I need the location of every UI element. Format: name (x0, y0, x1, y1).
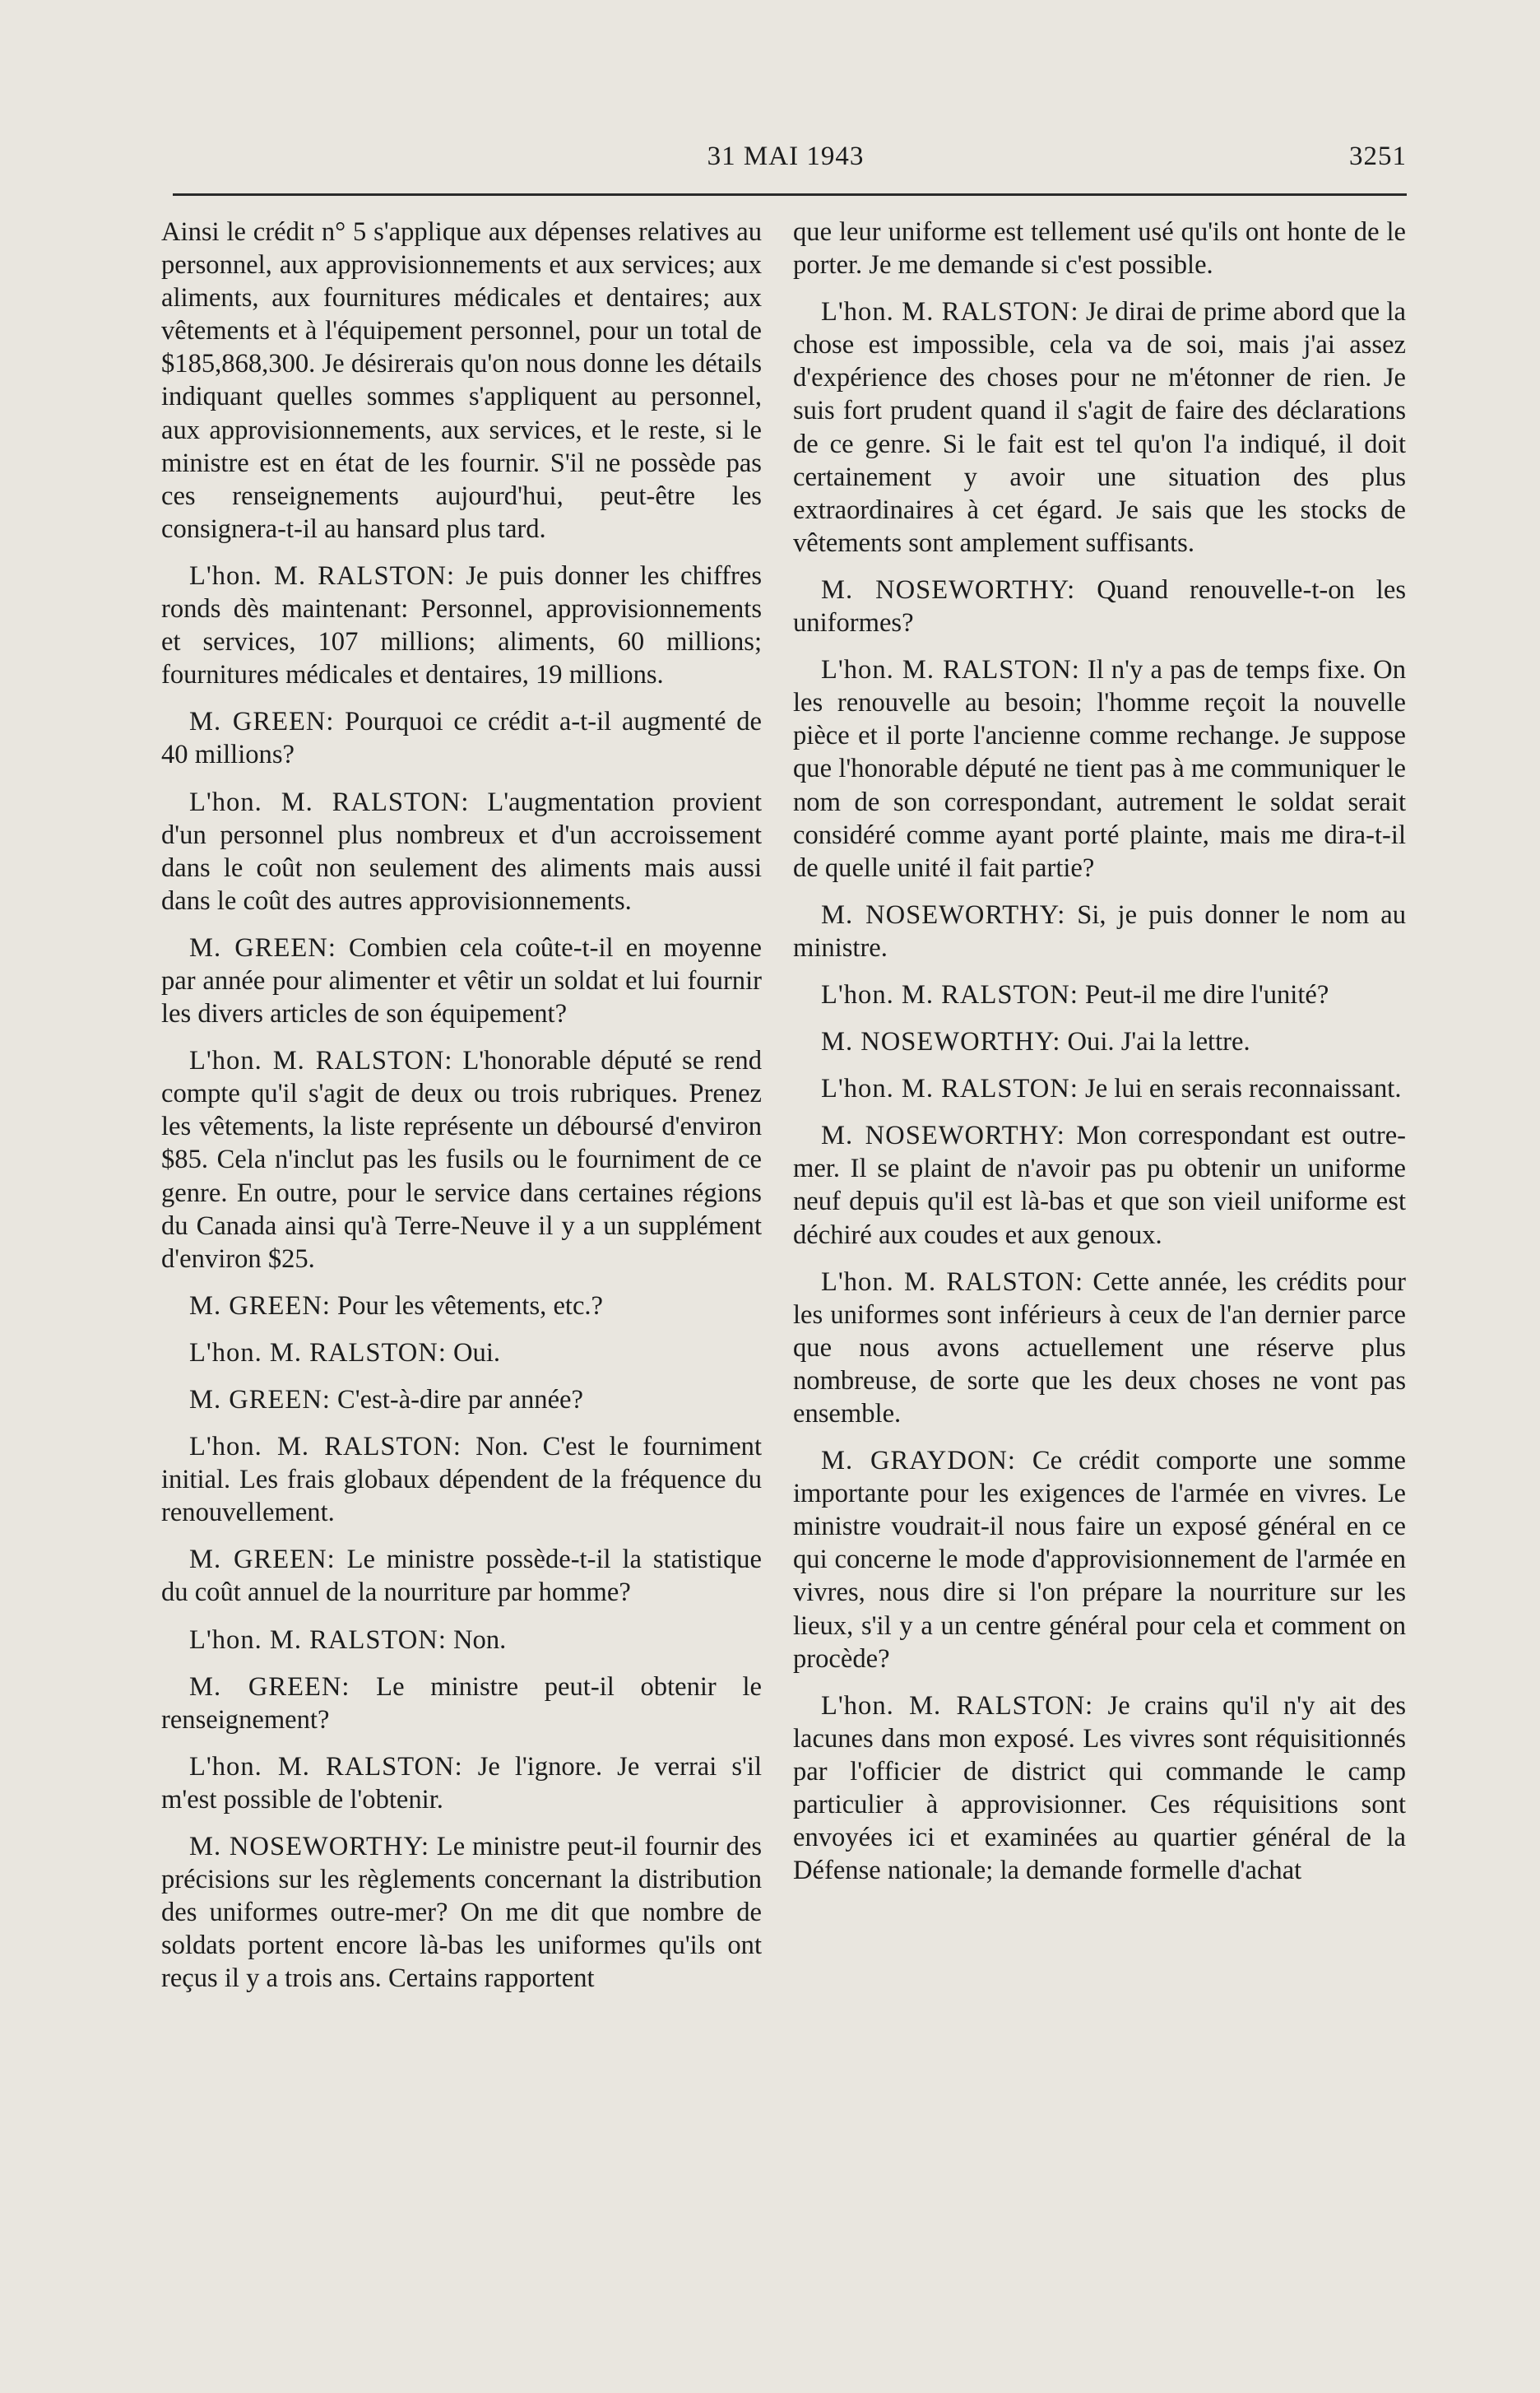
speaker-name: L'hon. M. RALSTON: (189, 787, 470, 817)
paragraph-text: Non. C'est le fourniment initial. Les frais globaux dépendent de la fréquence du renouvellement. (161, 1432, 762, 1528)
paragraph-text: Je l'ignore. Je verrai s'il m'est possible de l'obtenir. (161, 1751, 762, 1814)
paragraph (793, 1689, 1406, 1888)
page-number: 3251 (1349, 142, 1407, 171)
paragraph-text: Oui. (446, 1337, 501, 1368)
paragraph-text: Ainsi le crédit n° 5 s'applique aux dépenses relatives au personnel, aux approvisionnements et aux services; aux aliments, aux fournitures médicales et dentaires; aux vêtements et à l'équipement personnel, pour un total de $185,868,300. Je désirerais qu'on nous donne les détails indiquant quelles sommes s'appliquent au personnel, aux approvisionnements, aux services, et le reste, si le ministre est en état de les fournir. S'il ne possède pas ces renseignements aujourd'hui, peut-être les consignera-t-il au hansard plus tard. (161, 217, 762, 544)
paragraph (161, 1383, 762, 1416)
speaker-name: L'hon. M. RALSTON: (189, 1337, 447, 1368)
speaker-name: M. NOSEWORTHY: (821, 1027, 1061, 1057)
paragraph (161, 1830, 762, 1995)
speaker-name: L'hon. M. RALSTON: (189, 1432, 462, 1462)
paragraph (161, 1670, 762, 1736)
paragraph (793, 1266, 1406, 1430)
paragraph-text: Non. (446, 1624, 507, 1655)
paragraph (161, 1543, 762, 1609)
paragraph-text: Oui. J'ai la lettre. (1060, 1027, 1250, 1057)
paragraph-text: Le ministre possède-t-il la statistique du coût annuel de la nourriture par homme? (161, 1545, 762, 1608)
paragraph (161, 560, 762, 691)
speaker-name: M. GREEN: (189, 932, 336, 963)
speaker-name: L'hon. M. RALSTON: (189, 1624, 447, 1655)
speaker-name: M. NOSEWORTHY: (189, 1832, 430, 1862)
paragraph-text: L'honorable député se rend compte qu'il s'agit de deux ou trois rubriques. Prenez les vêtements, la liste représente un déboursé d'environ $85. Cela n'inclut pas les fusils ou le fourniment de ce genre. En outre, pour le service dans certaines régions du Canada ainsi qu'à Terre-Neuve il y a un supplément d'environ $25. (161, 1046, 762, 1274)
paragraph (161, 1289, 762, 1322)
speaker-name: L'hon. M. RALSTON: (189, 1751, 463, 1782)
paragraph (793, 978, 1406, 1011)
speaker-name: M. NOSEWORTHY: (821, 899, 1066, 930)
speaker-name: M. GRAYDON: (821, 1446, 1016, 1476)
speaker-name: M. NOSEWORTHY: (821, 1121, 1065, 1151)
paragraph (793, 295, 1406, 560)
speaker-name: M. GREEN: (189, 1545, 336, 1575)
paragraph-text: L'augmentation provient d'un personnel plus nombreux et d'un accroissement dans le coût non seulement des aliments mais aussi dans le coût des autres approvisionnements. (161, 787, 762, 916)
paragraph-text: C'est-à-dire par année? (330, 1385, 583, 1415)
speaker-name: L'hon. M. RALSTON: (821, 1690, 1094, 1721)
paragraph-text: Pourquoi ce crédit a-t-il augmenté de 40 millions? (161, 707, 762, 770)
paragraph-text: Le ministre peut-il fournir des précisions sur les règlements concernant la distribution des uniformes outre-mer? On me dit que nombre de soldats portent encore là-bas les uniformes qu'ils ont reçus il y a trois ans. Certains rapportent (161, 1832, 762, 1994)
speaker-name: L'hon. M. RALSTON: (821, 1074, 1078, 1104)
paragraph (793, 1119, 1406, 1251)
right-column (793, 216, 1406, 1901)
paragraph-text: Mon correspondant est outre-mer. Il se plaint de n'avoir pas pu obtenir un uniforme neuf depuis qu'il est là-bas et que son vieil uniforme est déchiré aux coudes et aux genoux. (793, 1121, 1407, 1250)
paragraph (161, 1624, 762, 1657)
paragraph (793, 1072, 1406, 1105)
paragraph-text: Pour les vêtements, etc.? (330, 1290, 604, 1321)
speaker-name: M. NOSEWORTHY: (821, 574, 1076, 605)
paragraph (161, 216, 762, 546)
speaker-name: L'hon. M. RALSTON: (189, 560, 455, 591)
paragraph (793, 574, 1406, 639)
paragraph-text: que leur uniforme est tellement usé qu'ils ont honte de le porter. Je me demande si c'est possible. (793, 217, 1406, 281)
paragraph-text: Ce crédit comporte une somme importante pour les exigences de l'armée en vivres. Le ministre voudrait-il nous faire un exposé général en ce qui concerne le mode d'approvisionnement de l'armée en vivres, nous dire si l'on prépare la nourriture sur les lieux, s'il y a un centre général pour cela et comment on procède? (793, 1446, 1406, 1674)
paragraph-text: Peut-il me dire l'unité? (1078, 979, 1329, 1010)
speaker-name: L'hon. M. RALSTON: (821, 297, 1079, 328)
paragraph-text: Je dirai de prime abord que la chose est impossible, cela va de soi, mais j'ai assez d'expérience des choses pour ne m'étonner de rien. Je suis fort prudent quand il s'agit de faire des déclarations de ce genre. Si le fait est tel qu'on l'a indiqué, il doit certainement y avoir une situation des plus extraordinaires à cet égard. Je sais que les stocks de vêtements sont amplement suffisants. (793, 297, 1406, 558)
paragraph-text: Cette année, les crédits pour les uniformes sont inférieurs à ceux de l'an dernier parce que nous avons actuellement une réserve plus nombreuse, de sorte que les deux choses ne vont pas ensemble. (793, 1266, 1406, 1429)
header-date: 31 MAI 1943 (707, 142, 865, 171)
paragraph (161, 1336, 762, 1369)
paragraph (793, 216, 1406, 281)
speaker-name: M. GREEN: (189, 1385, 331, 1415)
paragraph (161, 1750, 762, 1816)
paragraph-text: Quand renouvelle-t-on les uniformes? (793, 574, 1406, 639)
paragraph (793, 653, 1406, 885)
paragraph (793, 1444, 1406, 1675)
speaker-name: M. GREEN: (189, 1671, 350, 1702)
paragraph (161, 1430, 762, 1529)
speaker-name: L'hon. M. RALSTON: (821, 1266, 1084, 1297)
speaker-name: L'hon. M. RALSTON: (821, 979, 1078, 1010)
paragraph-text: Je lui en serais reconnaissant. (1078, 1074, 1402, 1104)
paragraph (793, 1025, 1406, 1058)
paragraph (161, 705, 762, 771)
paragraph-text: Je puis donner les chiffres ronds dès maintenant: Personnel, approvisionnements et services, 107 millions; aliments, 60 millions; fournitures médicales et dentaires, 19 millions. (161, 560, 763, 690)
paragraph-text: Combien cela coûte-t-il en moyenne par année pour alimenter et vêtir un soldat et lui fournir les divers articles de son équipement? (161, 932, 762, 1029)
speaker-name: M. GREEN: (189, 1290, 331, 1321)
speaker-name: M. GREEN: (189, 707, 335, 737)
paragraph-text: Il n'y a pas de temps fixe. On les renouvelle au besoin; l'homme reçoit la nouvelle pièce et il porte l'ancienne comme rechange. Je suppose que l'honorable député ne tient pas à me communiquer le nom de son correspondant, autrement le soldat serait considéré comme ayant porté plainte, mais me dira-t-il de quelle unité il fait partie? (793, 655, 1407, 883)
paragraph (161, 786, 762, 918)
speaker-name: L'hon. M. RALSTON: (189, 1046, 453, 1076)
left-column (161, 216, 762, 2010)
paragraph (161, 1044, 762, 1275)
paragraph (793, 899, 1406, 964)
paragraph-text: Je crains qu'il n'y ait des lacunes dans mon exposé. Les vivres sont réquisitionnés par l'officier de district qui commande le camp particulier à approvisionner. Ces réquisitions sont envoyées ici et examinées au quartier général de la Défense nationale; la demande formelle d'achat (793, 1690, 1407, 1886)
speaker-name: L'hon. M. RALSTON: (821, 655, 1080, 685)
paragraph (161, 932, 762, 1030)
header-rule (173, 193, 1407, 196)
paragraph-text: Le ministre peut-il obtenir le renseignement? (161, 1671, 762, 1735)
paragraph-text: Si, je puis donner le nom au ministre. (793, 899, 1406, 963)
